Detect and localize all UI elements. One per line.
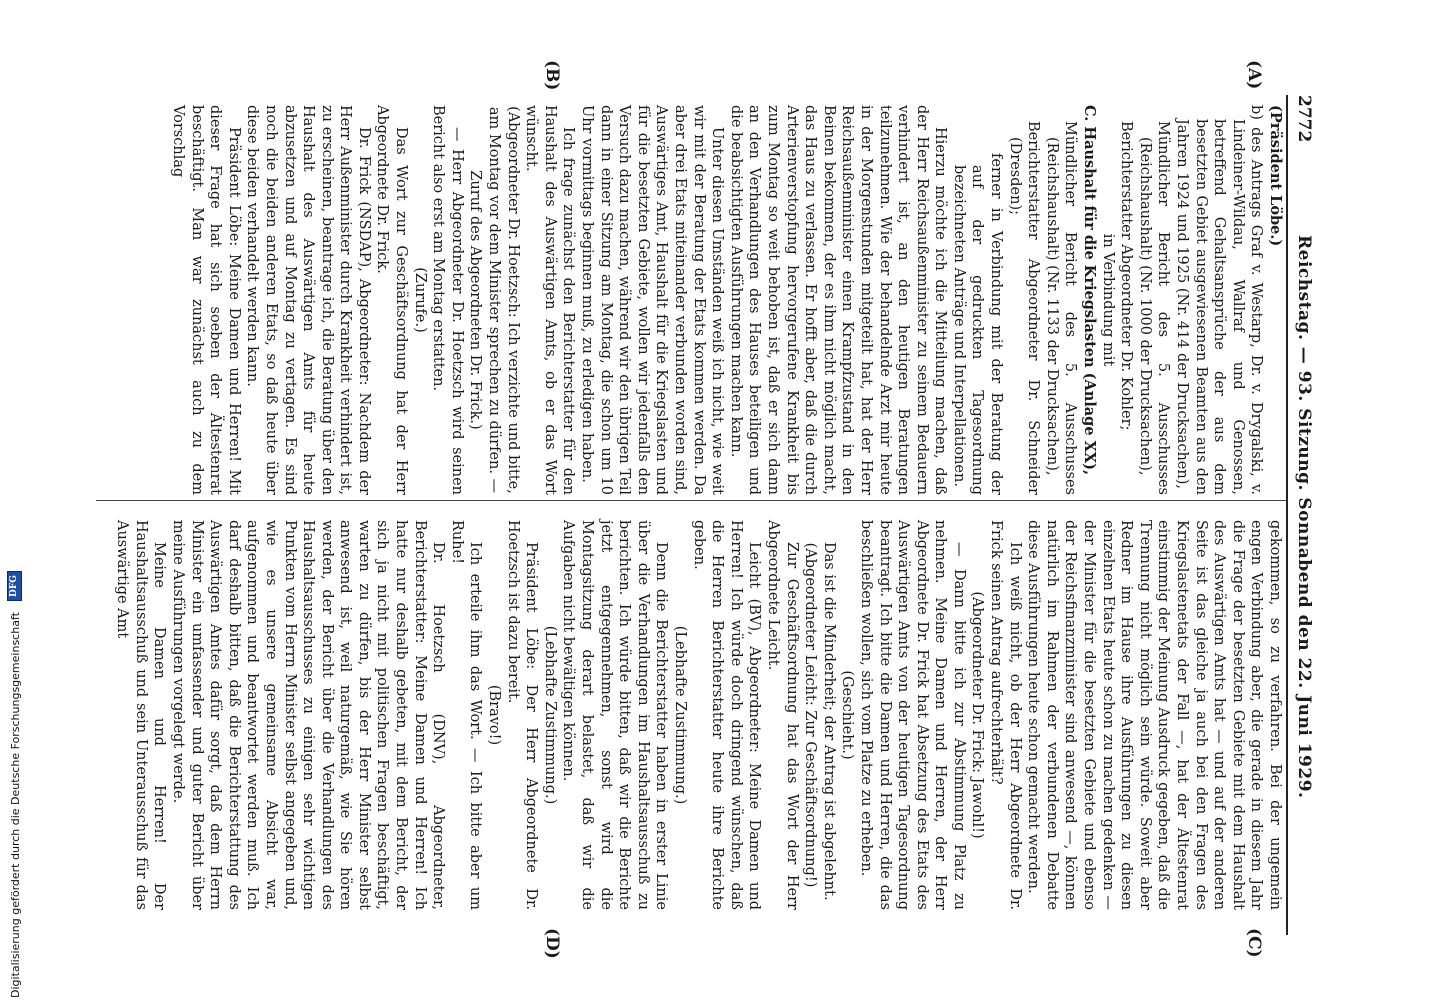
paragraph: in Verbindung mit bbox=[1099, 233, 1116, 367]
paragraph: Präsident Löbe: Der Herr Abgeordnete Dr. Hoetzsch ist dazu bereit. bbox=[504, 520, 540, 910]
paragraph: b) des Antrags Graf v. Westarp, Dr. v. Drygalski, v. Lindeiner-Wildau, Wallraf und Genossen, betreffend Gehaltsansprüche der aus dem besetzten Gebiet ausgewiesenen Beamten aus den Jahren 1924 und 1925 (Nr. 414 der Drucksachen), bbox=[1174, 105, 1265, 495]
paragraph: (Lebhafte Zustimmung.) bbox=[672, 625, 688, 805]
column-divider bbox=[96, 500, 1286, 501]
paragraph: — Dann bitte ich zur Abstimmung Platz zu nehmen. Meine Damen und Herren, der Herr Abgeordnete Dr. Frick hat Absetzung des Etats des Auswärtigen Amts von der heutigen Tagesordnung beantragt. Ich bitte die Damen und Herren, die das beschließen wollen, sich vom Platze zu erheben. bbox=[857, 520, 967, 910]
paragraph: Meine Damen und Herren! Der Haushaltsausschuß und sein Unterausschuß für das Auswärtige Amt bbox=[114, 520, 168, 910]
paragraph: Denn die Berichterstatter haben in erster Linie über die Verhandlungen im Haushaltsausschuß zu berichten. Ich würde bitten, daß wir die Berichte jetzt entgegennehmen, sonst wird die Montagsitzung derart belastet, daß wir die Aufgaben nicht bewältigen können. bbox=[560, 520, 670, 910]
left-column bbox=[168, 105, 1284, 495]
paragraph: C. Haushalt für die Kriegslasten (Anlage XX), bbox=[1081, 105, 1099, 475]
paragraph: Hierzu möchte ich die Mitteilung machen, daß der Herr Reichsaußenminister zu seinem Bedauern verhindert ist, an den heutigen Beratungen teilzunehmen. Wie der behandelnde Arzt mir heute in der Morgenstunden mitgeteilt hat, hat der Herr Reichsaußenminister einen Krampfzustand in den Beinen bekommen, der es ihm nicht möglich macht, das Haus zu verlassen. Er hofft aber, daß die durch Arterienverstopfung hervorgerufene Krankheit bis zum Montag so weit behoben ist, daß er sich dann an den Verhandlungen des Hauses beteiligen und die beabsichtigten Ausführungen machen kann. bbox=[727, 105, 949, 495]
paragraph: Dr. Frick (NSDAP), Abgeordneter: Nachdem der Herr Außenminister durch Krankheit verhindert ist, zu erscheinen, beantrage ich, die Beratung über den Haushalt des Auswärtigen Amts für heute abzusetzen und auf Montag zu vertagen. Es sind noch die beiden anderen Etats, so daß heute über diese beiden verhandelt werden kann. bbox=[244, 105, 372, 495]
margin-mark-c: (C) bbox=[1244, 928, 1264, 958]
paragraph: Unter diesen Umständen weiß ich nicht, wie weit wir mit der Beratung der Etats kommen werden. Da aber drei Etats miteinander verbunden worden sind, Auswärtiges Amt, Haushalt für die Kriegslasten und für die besetzten Gebiete, wollen wir jedenfalls den Versuch dazu machen, während wir den übrigen Teil dann in einer Sitzung am Montag, die schon um 10 Uhr vormittags beginnen muß, zu erledigen haben. bbox=[579, 105, 726, 495]
paragraph: (Geschieht.) bbox=[839, 670, 856, 760]
paragraph: (Präsident Löbe.) bbox=[1267, 105, 1284, 247]
paragraph: Leicht (BV), Abgeordneter: Meine Damen und Herren! Ich würde doch dringend wünschen, daß die Herren Berichterstatter heute ihre Berichte geben. bbox=[690, 520, 763, 910]
paragraph: — Herr Abgeordneter Dr. Hoetzsch wird seinen Bericht also erst am Montag erstatten. bbox=[430, 105, 465, 495]
paragraph: Mündlicher Bericht des 5. Ausschusses (Reichshaushalt) (Nr. 1133 der Drucksachen), bbox=[1043, 121, 1079, 495]
paragraph: ferner in Verbindung mit der Beratung der auf der gedruckten Tagesordnung bezeichneten Anträge und Interpellationen. bbox=[950, 153, 1005, 495]
paragraph: Zur Geschäftsordnung hat das Wort der Herr Abgeordnete Leicht. bbox=[764, 520, 800, 910]
right-column bbox=[113, 520, 1284, 910]
paragraph: Ich erteile ihm das Wort. — Ich bitte aber um Ruhe! bbox=[448, 520, 484, 910]
paragraph: Das Wort zur Geschäftsordnung hat der Herr Abgeordnete Dr. Frick. bbox=[374, 105, 410, 495]
paragraph: Das ist die Minderheit; der Antrag ist abgelehnt. bbox=[820, 542, 837, 901]
running-title: Reichstag. — 93. Sitzung. Sonnabend den 22. Juni 1929. bbox=[1294, 235, 1314, 799]
margin-mark-a: (A) bbox=[1244, 60, 1264, 90]
margin-mark-b: (B) bbox=[542, 60, 562, 91]
paragraph: Präsident Löbe: Meine Damen und Herren! Mit dieser Frage hat sich soeben der Ältestenrat beschäftigt. Man war zunächst auch zu dem Vorschlag bbox=[169, 105, 242, 495]
footer bbox=[4, 0, 20, 998]
paragraph: gekommen, so zu verfahren. Bei der ungemein engen Verbindung aber, die gerade in diesem Jahr die Frage der besetzten Gebiete mit dem Haushalt des Auswärtigen Amts hat — und auf der anderen Seite ist das gleiche ja auch bei den Fragen des Kriegslastenetats der Fall —, hat der Ältestenrat einstimmig der Meinung Ausdruck gegeben, daß die Trennung nicht möglich sein würde. Soweit aber Redner im Hause ihre Ausführungen zu diesen einzelnen Etats heute schon zu machen gedenken — der Minister für die besetzten Gebiete und ebenso der Reichsfinanzminister sind anwesend —, können natürlich im Rahmen der verbundenen Debatte diese Ausführungen heute schon gemacht werden. bbox=[1025, 520, 1283, 910]
paragraph: Berichterstatter Abgeordneter Dr. Kohler; bbox=[1118, 121, 1135, 431]
header-rule bbox=[1286, 95, 1288, 935]
page-number: 2772 bbox=[1294, 95, 1314, 143]
paragraph: Mündlicher Bericht des 5. Ausschusses (Reichshaushalt) (Nr. 1000 der Drucksachen), bbox=[1136, 121, 1172, 495]
paragraph: Ich weiß nicht, ob der Herr Abgeordnete Dr. Frick seinen Antrag aufrechterhält? bbox=[988, 520, 1023, 910]
paragraph: (Lebhafte Zustimmung.) bbox=[541, 625, 558, 805]
paragraph: (Bravo!) bbox=[486, 684, 503, 746]
paragraph: (Abgeordneter Dr. Frick: Jawohl!) bbox=[969, 591, 986, 839]
page-header bbox=[1292, 95, 1316, 915]
paragraph: Ich frage zunächst den Berichterstatter für den Haushalt des Auswärtigen Amts, ob er das Wort wünscht. bbox=[523, 105, 577, 495]
paragraph: (Abgeordneter Leicht: Zur Geschäftsordnung!) bbox=[802, 542, 819, 888]
paragraph: (Abgeordneter Dr. Hoetzsch: Ich verzichte und bitte, am Montag vor dem Minister sprechen zu dürfen. — Zuruf des Abgeordneten Dr. Frick.) bbox=[467, 106, 521, 494]
dfg-logo: DFG bbox=[7, 571, 22, 601]
paragraph: Berichterstatter Abgeordneter Dr. Schneider (Dresden); bbox=[1006, 121, 1042, 495]
paragraph: Dr. Hoetzsch (DNV), Abgeordneter, Berichterstatter: Meine Damen und Herren! Ich hatte nur deshalb gebeten, mit dem Bericht, der sich ja nicht mit politischen Fragen beschäftigt, warten zu dürfen, bis der Herr Minister selbst anwesend ist, weil naturgemäß, wie Sie hören werden, der Bericht über die Verhandlungen des Haushaltsausschusses zu einigen sehr wichtigen Punkten vom Herrn Minister selbst angegeben und, wie es unsere gemeinsame Absicht war, aufgenommen und beantwortet werden muß. Ich darf deshalb bitten, daß die Berichterstattung des Auswärtigen Amtes dafür sorgt, daß dem Herrn Minister ein umfassender und guter Bericht über meine Ausführungen vorgelegt werde. bbox=[169, 520, 447, 910]
margin-mark-d: (D) bbox=[542, 928, 562, 959]
paragraph: (Zurufe.) bbox=[411, 267, 428, 333]
footer-credit: Digitalisierung gefördert durch die Deutsche Forschungsgemeinschaft bbox=[9, 612, 22, 998]
